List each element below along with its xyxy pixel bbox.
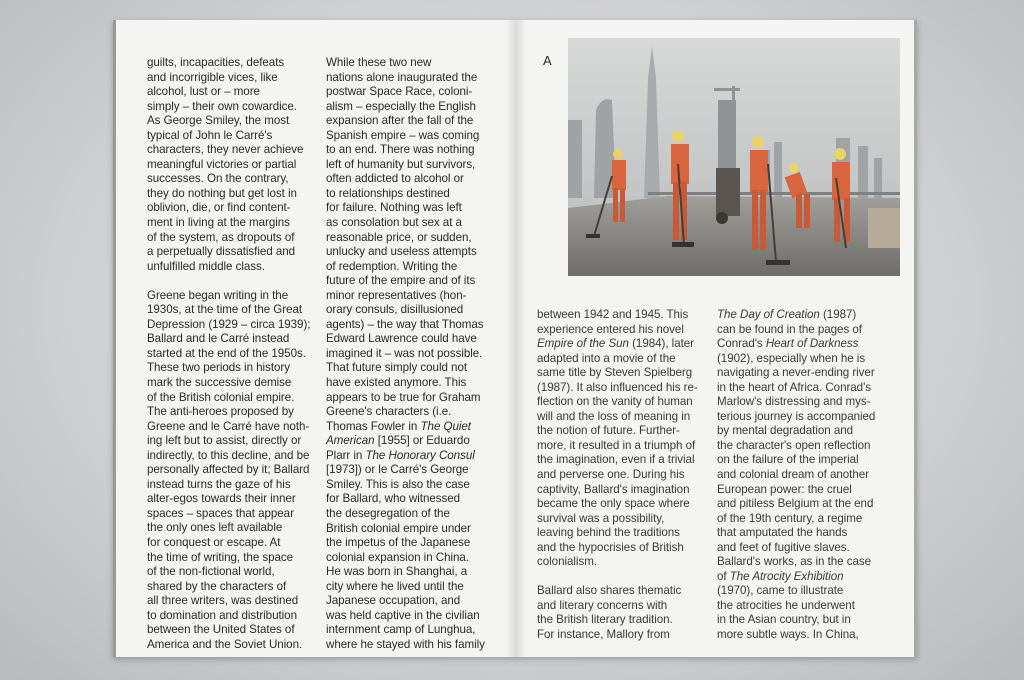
text-line: [1973]) or le Carré's George	[326, 463, 469, 477]
text-line: the notion of future. Further-	[537, 424, 680, 438]
text-line: typical of John le Carré's	[147, 128, 273, 142]
text-line: ment in living at the margins	[147, 216, 290, 230]
text-line: the only ones left available	[147, 521, 283, 535]
text-line: where he stayed with his family	[326, 637, 485, 651]
text-line: for Ballard, who witnessed	[326, 492, 461, 506]
text-line: Japanese occupation, and	[326, 594, 461, 608]
text-line: was held captive in the civilian	[326, 608, 480, 622]
text-line: alism – especially the English	[326, 99, 476, 113]
book-title: The Atrocity Exhibition	[729, 569, 844, 583]
right-column-1	[537, 308, 702, 643]
text-line	[537, 337, 702, 352]
text-line	[717, 308, 887, 323]
right-column-2	[717, 308, 887, 643]
text-line: the desegregation of the	[326, 506, 450, 520]
book-title: American	[326, 434, 375, 448]
paragraph	[326, 56, 496, 652]
text-line: survival was a possibility,	[537, 511, 665, 525]
text-line: to relationships destined	[326, 186, 450, 200]
text-line: in the heart of Africa. Conrad's	[717, 380, 871, 394]
text-line: navigating a never-ending river	[717, 366, 875, 380]
text-line: instead turns the gaze of his	[147, 477, 291, 491]
text-line: of the system, as dropouts of	[147, 230, 295, 244]
text-line: future of the empire and of its	[326, 274, 476, 288]
text-line: The anti-heroes proposed by	[147, 405, 294, 419]
text-line: alcohol, lust or – more	[147, 85, 260, 99]
text-run: [1955] or Eduardo	[374, 434, 470, 448]
left-column-2	[326, 56, 496, 652]
text-line: Spanish empire – was coming	[326, 128, 480, 142]
text-line: orary consuls, disillusioned	[326, 303, 464, 317]
book-title: Empire of the Sun	[537, 337, 629, 351]
text-line: the atrocities he underwent	[717, 598, 855, 612]
text-line: mark the successive demise	[147, 375, 292, 389]
text-line: and literary concerns with	[537, 598, 668, 612]
text-line: in the Asian country, but in	[717, 613, 851, 627]
text-line: internment camp of Lunghua,	[326, 623, 476, 637]
text-line: He was born in Shanghai, a	[326, 565, 468, 579]
text-run: (1984), later	[628, 337, 694, 351]
text-line: adapted into a movie of the	[537, 351, 676, 365]
text-line: Ballard and le Carré instead	[147, 332, 290, 346]
text-line: captivity, Ballard's imagination	[537, 482, 690, 496]
text-line: oblivion, die, or find content-	[147, 201, 291, 215]
text-line: leaving behind the traditions	[537, 526, 680, 540]
text-line: As George Smiley, the most	[147, 114, 290, 128]
left-column-1	[147, 56, 311, 652]
text-run: Plarr in	[326, 448, 366, 462]
book-title: The Quiet	[420, 419, 471, 433]
text-line: ing left but to assist, directly or	[147, 434, 302, 448]
text-line: experience entered his novel	[537, 322, 684, 336]
text-line: successes. On the contrary,	[147, 172, 289, 186]
text-line: flection on the vanity of human	[537, 395, 693, 409]
text-line: they do nothing but get lost in	[147, 186, 297, 200]
text-line: same title by Steven Spielberg	[537, 366, 693, 380]
text-line: colonialism.	[537, 555, 597, 569]
text-line: European power: the cruel	[717, 482, 852, 496]
text-line: of the British colonial empire.	[147, 390, 295, 404]
text-line: all three writers, was destined	[147, 594, 299, 608]
figure-label: A	[543, 53, 552, 68]
figure-photo	[568, 38, 900, 276]
text-line: Ballard also shares thematic	[537, 584, 682, 598]
text-line: Smiley. This is also the case	[326, 477, 470, 491]
book-spread	[113, 20, 917, 657]
text-line: for failure. Nothing was left	[326, 201, 462, 215]
text-line: and feet of fugitive slaves.	[717, 540, 850, 554]
text-line: the imagination, even if a trivial	[537, 453, 695, 467]
book-title: The Honorary Consul	[365, 448, 475, 462]
text-line: between the United States of	[147, 623, 295, 637]
text-line: more, it resulted in a triumph of	[537, 438, 696, 452]
text-line: (1970), came to illustrate	[717, 584, 844, 598]
text-line: minor representatives (hon-	[326, 288, 467, 302]
rooftop-workers-photo	[568, 38, 900, 276]
text-line: Greene's characters (i.e.	[326, 405, 452, 419]
text-run: (1987)	[819, 308, 857, 321]
text-line: to an end. There was nothing	[326, 143, 475, 157]
text-line: Greene began writing in the	[147, 288, 289, 302]
text-line: have existed anymore. This	[326, 376, 467, 390]
text-line: and incorrigible vices, like	[147, 70, 278, 84]
paragraph	[147, 56, 307, 274]
text-line: (1987). It also influenced his re-	[537, 380, 698, 394]
book-gutter	[506, 20, 526, 657]
text-line: indirectly, to this decline, and be	[147, 448, 310, 462]
text-line: For instance, Mallory from	[537, 627, 670, 641]
text-line: terious journey is accompanied	[717, 409, 876, 423]
text-line: appears to be true for Graham	[326, 390, 481, 404]
text-line: Greene and le Carré have noth-	[147, 419, 310, 433]
text-line: colonial expansion in China.	[326, 550, 469, 564]
text-line: 1930s, at the time of the Great	[147, 303, 303, 317]
text-line: unfulfilled middle class.	[147, 259, 265, 273]
text-line: guilts, incapacities, defeats	[147, 56, 285, 69]
text-line: Edward Lawrence could have	[326, 332, 477, 346]
text-line: the time of writing, the space	[147, 550, 294, 564]
text-line: postwar Space Race, coloni-	[326, 85, 473, 99]
text-line: unlucky and useless attempts	[326, 245, 477, 259]
text-line: that amputated the hands	[717, 526, 848, 540]
text-line: shared by the characters of	[147, 579, 287, 593]
text-line: That future simply could not	[326, 361, 468, 375]
text-line: agents) – the way that Thomas	[326, 317, 484, 331]
text-line: Marlow's distressing and mys-	[717, 395, 871, 409]
text-line: a perpetually dissatisfied and	[147, 245, 296, 259]
paragraph	[147, 288, 311, 653]
text-line: more subtle ways. In China,	[717, 628, 859, 642]
text-line: imagined it – was not possible.	[326, 346, 483, 360]
text-line: the character's open reflection	[717, 438, 871, 452]
text-line: and the hypocrisies of British	[537, 540, 684, 554]
text-line	[717, 570, 887, 585]
paragraph	[717, 308, 887, 643]
text-line: reasonable price, or sudden,	[326, 230, 472, 244]
text-line: and perverse one. During his	[537, 468, 685, 482]
text-line: of the 19th century, a regime	[717, 511, 863, 525]
text-line: as consolation but sex at a	[326, 216, 462, 230]
text-line: for conquest or escape. At	[147, 536, 281, 549]
text-line: Ballard's works, as in the case	[717, 555, 872, 569]
text-line: These two periods in history	[147, 361, 290, 375]
text-line: city where he lived until the	[326, 579, 464, 593]
paragraph	[537, 584, 702, 642]
book-title: Heart of Darkness	[765, 337, 859, 351]
text-line: and colonial dream of another	[717, 468, 869, 482]
text-line: Depression (1929 – circa 1939);	[147, 317, 311, 331]
text-line: meaningful victories or partial	[147, 157, 297, 171]
text-line: to domination and distribution	[147, 608, 297, 622]
text-line: (1902), especially when he is	[717, 351, 866, 365]
text-line: and pitiless Belgium at the end	[717, 497, 874, 511]
text-line: British colonial empire under	[326, 521, 471, 535]
text-line: characters, they never achieve	[147, 143, 304, 157]
text-line: nations alone inaugurated the	[326, 70, 478, 84]
text-line: Thomas Fowler in	[326, 419, 421, 433]
text-line	[717, 337, 887, 352]
text-run: of	[717, 569, 730, 583]
text-line: While these two new	[326, 56, 432, 69]
text-line: by mental degradation and	[717, 424, 854, 438]
text-line: simply – their own cowardice.	[147, 99, 297, 113]
text-line: started at the end of the 1950s.	[147, 346, 306, 360]
text-line: of redemption. Writing the	[326, 259, 458, 273]
text-line: personally affected by it; Ballard	[147, 463, 310, 477]
text-run: Conrad's	[717, 337, 766, 351]
text-line: America and the Soviet Union.	[147, 637, 303, 651]
text-line: on the failure of the imperial	[717, 453, 859, 467]
text-line: expansion after the fall of the	[326, 114, 474, 128]
text-line: of the non-fictional world,	[147, 565, 275, 579]
text-line: alter-egos towards their inner	[147, 492, 296, 506]
text-line: the British literary tradition.	[537, 613, 673, 627]
text-line: between 1942 and 1945. This	[537, 308, 689, 321]
text-line: will and the loss of meaning in	[537, 409, 691, 423]
text-line: the impetus of the Japanese	[326, 536, 471, 550]
text-line: spaces – spaces that appear	[147, 506, 294, 520]
text-line: left of humanity but survivors,	[326, 157, 476, 171]
paragraph	[537, 308, 702, 570]
text-line: can be found in the pages of	[717, 322, 862, 336]
text-line: became the only space where	[537, 497, 690, 511]
text-line: often addicted to alcohol or	[326, 172, 464, 186]
book-title: The Day of Creation	[717, 308, 820, 321]
